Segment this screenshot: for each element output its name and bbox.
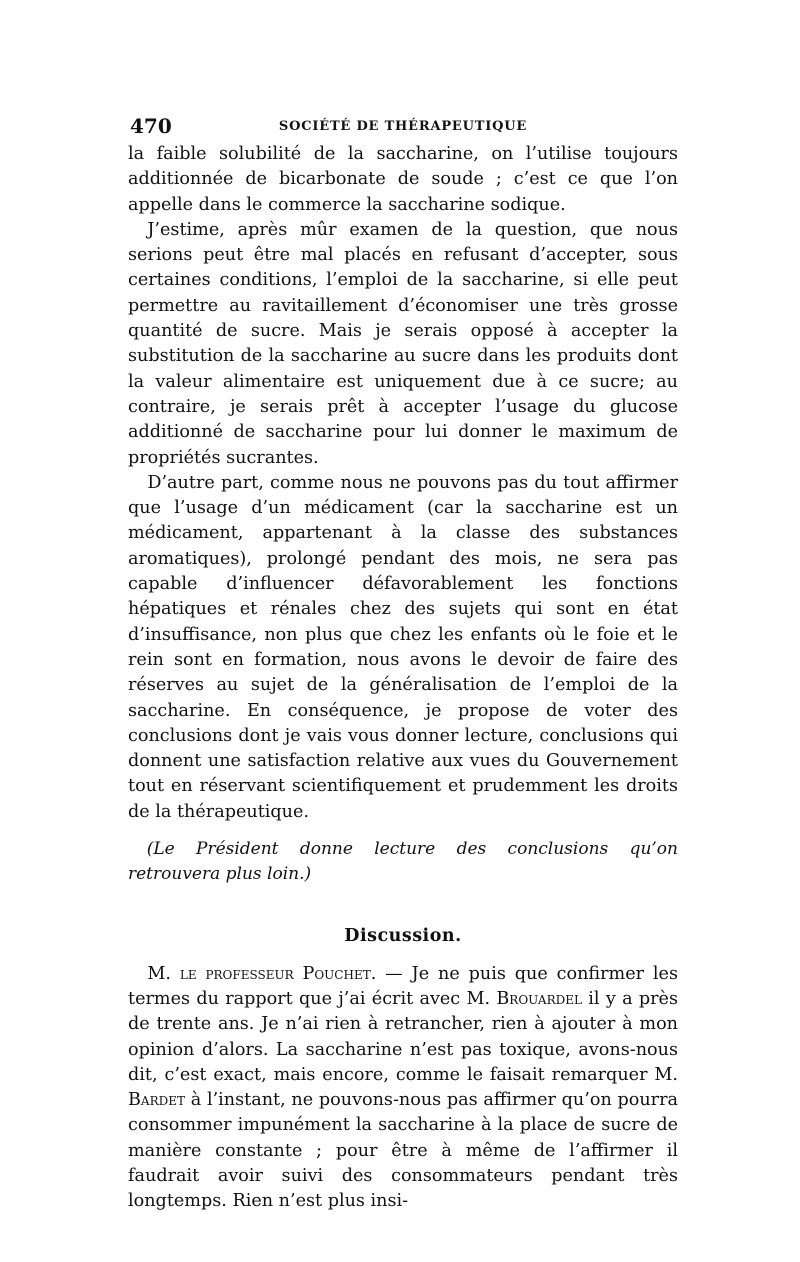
discussion-text-part: à l’instant, ne pouvons-nous pas affirmer qu’on pourra consommer impunément la saccharine à la place de sucre de manière constante ; pour être à même de l’affirmer il faudrait avoir suivi des consommateurs pendant très longtemps. Rien n’est plus insi- — [128, 1090, 678, 1212]
discussion-paragraph — [128, 962, 678, 1215]
page-number: 470 — [130, 114, 172, 138]
paragraph: D’autre part, comme nous ne pouvons pas du tout affirmer que l’usage d’un médicament (car la saccharine est un médicament, appartenant à la classe des substances aromatiques), prolongé pendant des mois, ne sera pas capable d’influencer défavorablement les fonctions hépatiques et rénales chez des sujets qui sont en état d’insuffisance, non plus que chez les enfants où le foie et le rein sont en formation, nous avons le devoir de faire des réserves au sujet de la généralisation de l’emploi de la saccharine. En conséquence, je propose de voter des conclusions dont je vais vous donner lecture, conclusions qui donnent une satisfaction relative aux vues du Gouvernement tout en réservant scientifiquement et prudemment les droits de la thérapeutique. — [128, 472, 678, 822]
cited-name: Bardet — [128, 1090, 186, 1111]
discussion-text — [128, 962, 678, 1215]
running-title: SOCIÉTÉ DE THÉRAPEUTIQUE — [278, 119, 528, 134]
speaker-name: M. le professeur Pouchet. — [147, 963, 377, 984]
paragraph: J’estime, après mûr examen de la question, que nous serions peut être mal placés en refusant d’accepter, sous certaines conditions, l’emploi de la saccharine, si elle peut permettre au ravitaillement d’économiser une très grosse quantité de sucre. Mais je serais opposé à accepter la substitution de la saccharine au sucre dans les produits dont la valeur alimentaire est uniquement due à ce sucre; au contraire, je serais prêt à accepter l’usage du glucose additionné de saccharine pour lui donner le maximum de propriétés sucrantes. — [128, 219, 678, 468]
president-remark: (Le Président donne lecture des conclusions qu’on retrouvera plus loin.) — [128, 839, 678, 885]
cited-name: Brouardel — [496, 988, 582, 1009]
discussion-text-part: il y a près de trente ans. Je n’ai rien à retrancher, rien à ajouter à mon opinion d’alors. La saccharine n’est pas toxique, avons-nous dit, c’est exact, mais encore, comme le faisait remarquer M. — [128, 988, 678, 1085]
paragraph-continued: la faible solubilité de la saccharine, on l’utilise toujours additionnée de bicarbonate de soude ; c’est ce que l’on appelle dans le commerce la saccharine sodique. — [128, 144, 678, 215]
section-heading: Discussion. — [344, 925, 462, 946]
running-head — [128, 108, 678, 142]
book-page — [128, 108, 678, 1215]
body-text — [128, 142, 678, 825]
discussion-text-part: — Je ne puis que confirmer les termes du rapport que j’ai écrit avec M. — [128, 963, 678, 1009]
